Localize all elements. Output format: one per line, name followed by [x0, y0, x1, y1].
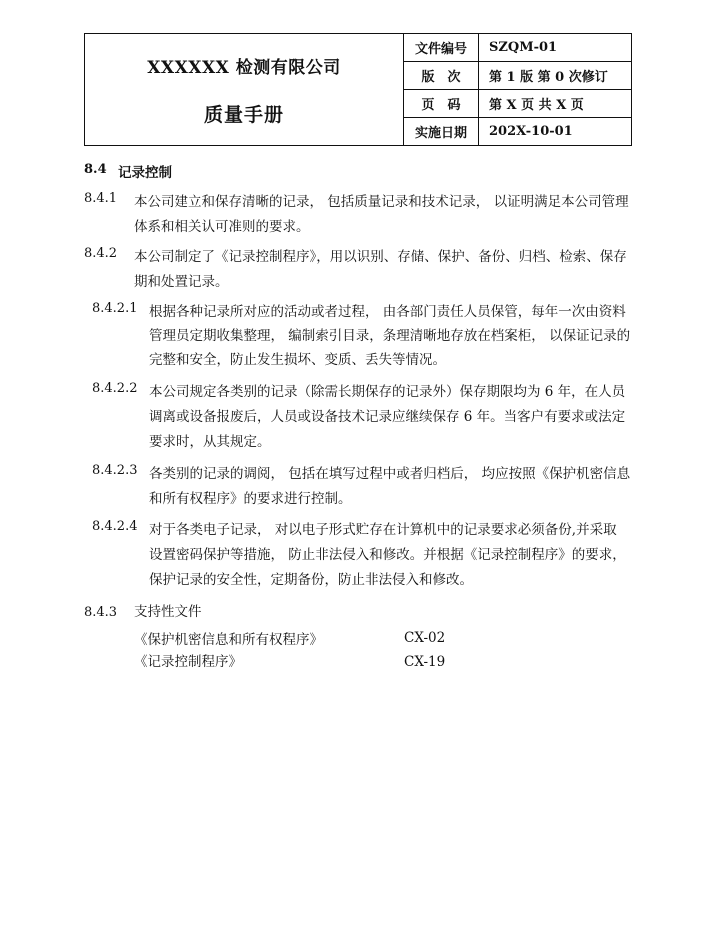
clause-number: 8.4.2.2	[92, 381, 138, 396]
doc-number-value: SZQM-01	[479, 34, 632, 62]
clause-line: 设置密码保护等措施， 防止非法侵入和修改。并根据《记录控制程序》的要求，	[149, 547, 626, 563]
manual-title: 质量手册	[203, 103, 284, 126]
effective-date-label: 实施日期	[404, 118, 479, 146]
support-doc-name: 《记录控制程序》	[134, 654, 242, 670]
clause-number: 8.4.1	[84, 191, 118, 206]
edition-value: 第 1 版 第 0 次修订	[479, 62, 632, 90]
support-doc-code: CX-19	[404, 654, 446, 670]
section-number: 8.4	[84, 162, 107, 177]
company-name: XXXXXX 检测有限公司	[147, 57, 341, 78]
page-label: 页 码	[404, 90, 479, 118]
clause-line: 调离或设备报废后，人员或设备技术记录应继续保存 6 年。当客户有要求或法定	[149, 409, 626, 425]
clause-line: 保护记录的安全性，定期备份，防止非法侵入和修改。	[149, 572, 473, 588]
clause-line: 完整和安全，防止发生损坏、变质、丢失等情况。	[149, 352, 446, 368]
effective-date-value: 202X-10-01	[479, 118, 632, 146]
page-value: 第 X 页 共 X 页	[479, 90, 632, 118]
clause-line: 本公司制定了《记录控制程序》，用以识别、存储、保护、备份、归档、检索、保存	[134, 249, 627, 265]
clause-number: 8.4.2.1	[92, 301, 138, 316]
company-title-cell	[85, 34, 404, 146]
section-title: 记录控制	[118, 165, 172, 181]
clause-line: 体系和相关认可准则的要求。	[134, 219, 310, 235]
document-header-table	[84, 33, 632, 146]
support-doc-name: 《保护机密信息和所有权程序》	[134, 632, 323, 648]
clause-line: 本公司建立和保存清晰的记录， 包括质量记录和技术记录， 以证明满足本公司管理	[134, 194, 629, 210]
clause-line: 对于各类电子记录， 对以电子形式贮存在计算机中的记录要求必须备份,并采取	[149, 522, 617, 538]
doc-number-label: 文件编号	[404, 34, 479, 62]
clause-number: 8.4.2.3	[92, 463, 138, 478]
clause-line: 本公司规定各类别的记录（除需长期保存的记录外）保存期限均为 6 年，在人员	[149, 384, 626, 400]
clause-line: 各类别的记录的调阅， 包括在填写过程中或者归档后， 均应按照《保护机密信息	[149, 466, 631, 482]
edition-label: 版 次	[404, 62, 479, 90]
clause-line: 和所有权程序》的要求进行控制。	[149, 491, 352, 507]
support-doc-code: CX-02	[404, 630, 446, 646]
support-title: 支持性文件	[134, 604, 202, 620]
clause-line: 根据各种记录所对应的活动或者过程， 由各部门责任人员保管，每年一次由资料	[149, 304, 626, 320]
support-number: 8.4.3	[84, 605, 118, 620]
clause-line: 要求时，从其规定。	[149, 434, 271, 450]
clause-line: 期和处置记录。	[134, 274, 229, 290]
clause-number: 8.4.2.4	[92, 519, 138, 534]
clause-number: 8.4.2	[84, 246, 118, 261]
clause-line: 管理员定期收集整理， 编制索引目录，条理清晰地存放在档案柜， 以保证记录的	[149, 328, 631, 344]
